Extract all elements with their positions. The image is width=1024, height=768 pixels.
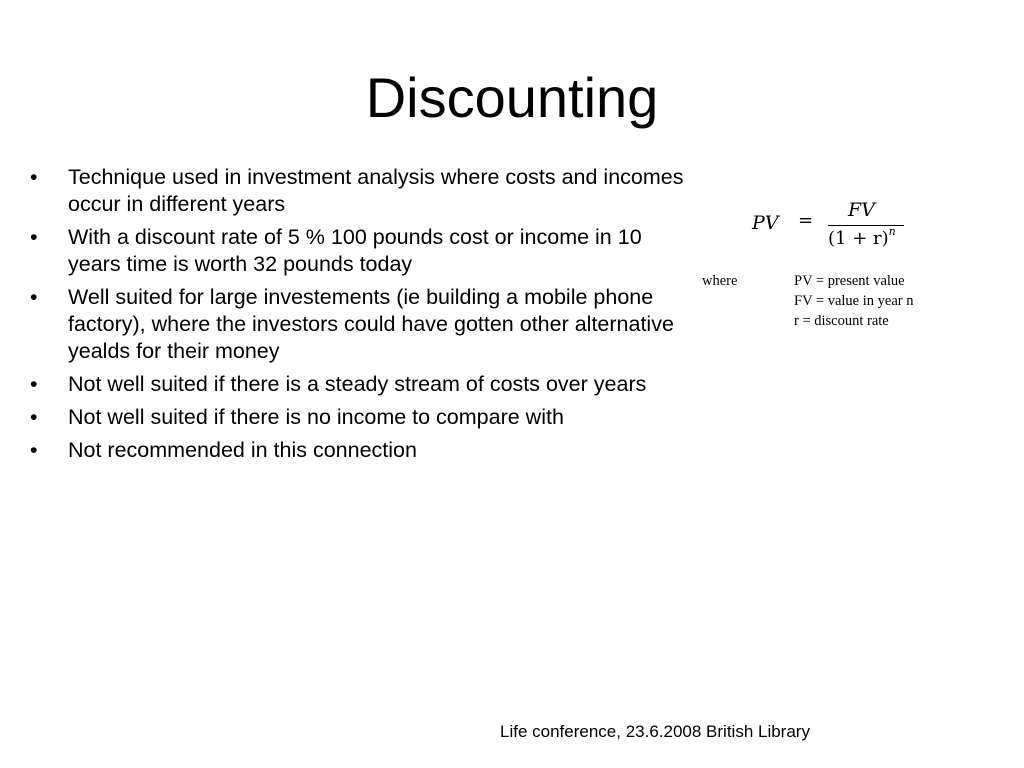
bullet-marker: •: [30, 285, 38, 309]
legend-definitions: [794, 271, 1024, 331]
bullet-text: Not recommended in this connection: [68, 438, 417, 462]
slide-footer: Life conference, 23.6.2008 British Library: [500, 722, 810, 741]
bullet-marker: •: [30, 372, 38, 396]
bullet-item: [30, 284, 700, 365]
formula-denominator: (1 + r): [828, 228, 889, 249]
bullet-item: [30, 371, 700, 398]
bullet-text: Not well suited if there is no income to compare with: [68, 405, 564, 429]
bullet-item: [30, 224, 700, 278]
definition-pv: PV = present value: [794, 273, 905, 289]
bullet-marker: •: [30, 165, 38, 189]
formula-lhs: PV: [752, 212, 779, 234]
definition-fv: FV = value in year n: [794, 293, 914, 309]
bullet-text: Well suited for large investements (ie building a mobile phone factory), where the investors could have gotten other alternative yealds for their money: [68, 285, 674, 363]
bullet-text: Not well suited if there is a steady stream of costs over years: [68, 372, 647, 396]
bullet-text: With a discount rate of 5 % 100 pounds cost or income in 10 years time is worth 32 pounds today: [68, 225, 642, 276]
legend-where-label: where: [702, 273, 738, 289]
formula-denominator-group: [828, 225, 896, 249]
definition-r: r = discount rate: [794, 313, 889, 329]
bullet-list: [30, 164, 700, 470]
formula-equals: =: [798, 210, 814, 231]
bullet-marker: •: [30, 438, 38, 462]
bullet-text: Technique used in investment analysis where costs and incomes occur in different years: [68, 165, 684, 216]
bullet-marker: •: [30, 225, 38, 249]
bullet-marker: •: [30, 405, 38, 429]
bullet-item: [30, 404, 700, 431]
formula-numerator: FV: [848, 199, 875, 221]
present-value-formula: [752, 196, 912, 256]
bullet-item: [30, 164, 700, 218]
bullet-item: [30, 437, 700, 464]
slide-title: Discounting: [365, 66, 659, 129]
formula-exponent: n: [888, 225, 896, 238]
